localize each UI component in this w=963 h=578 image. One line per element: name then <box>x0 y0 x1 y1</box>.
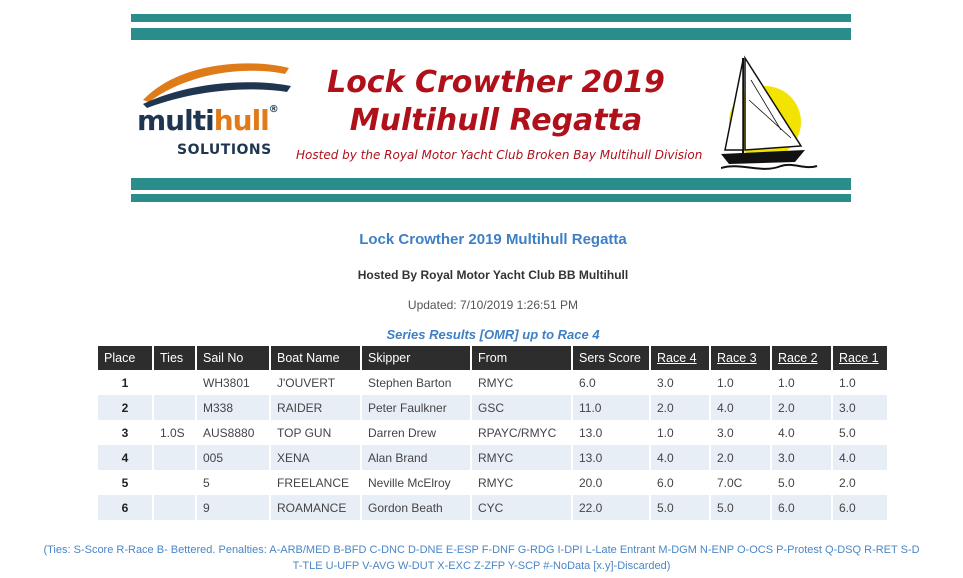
cell-sers-score: 6.0 <box>573 370 649 395</box>
cell-skipper: Peter Faulkner <box>362 395 470 420</box>
table-header-row <box>98 346 887 370</box>
cell-skipper: Gordon Beath <box>362 495 470 520</box>
hosted-by-text: Hosted By Royal Motor Yacht Club BB Multihull <box>357 268 629 282</box>
page-title: Lock Crowther 2019 Multihull Regatta <box>359 231 627 248</box>
column-header-skipper: Skipper <box>362 346 470 370</box>
cell-ties <box>154 395 195 420</box>
cell-race-3: 1.0 <box>711 370 770 395</box>
cell-race-2: 1.0 <box>772 370 831 395</box>
scoring-legend <box>0 542 963 574</box>
banner-title-line1: Lock Crowther 2019 <box>327 65 665 100</box>
table-row <box>98 370 887 395</box>
cell-place: 3 <box>98 420 152 445</box>
column-header-race-4[interactable]: Race 4 <box>651 346 709 370</box>
cell-place: 2 <box>98 395 152 420</box>
cell-sers-score: 22.0 <box>573 495 649 520</box>
cell-race-1: 2.0 <box>833 470 887 495</box>
cell-boat-name: J'OUVERT <box>271 370 360 395</box>
multihull-logo-subtitle: SOLUTIONS <box>177 142 272 158</box>
cell-race-1: 4.0 <box>833 445 887 470</box>
cell-skipper: Neville McElroy <box>362 470 470 495</box>
column-header-ties: Ties <box>154 346 195 370</box>
cell-from: RMYC <box>472 445 571 470</box>
column-header-boat-name: Boat Name <box>271 346 360 370</box>
cell-boat-name: XENA <box>271 445 360 470</box>
column-header-sers-score: Sers Score <box>573 346 649 370</box>
cell-race-4: 5.0 <box>651 495 709 520</box>
cell-sail-no: 5 <box>197 470 269 495</box>
cell-race-1: 1.0 <box>833 370 887 395</box>
cell-place: 5 <box>98 470 152 495</box>
cell-race-2: 3.0 <box>772 445 831 470</box>
cell-skipper: Darren Drew <box>362 420 470 445</box>
cell-race-4: 4.0 <box>651 445 709 470</box>
cell-race-4: 2.0 <box>651 395 709 420</box>
cell-race-3: 2.0 <box>711 445 770 470</box>
cell-ties <box>154 495 195 520</box>
cell-sail-no: AUS8880 <box>197 420 269 445</box>
cell-sail-no: 005 <box>197 445 269 470</box>
cell-from: RPAYC/RMYC <box>472 420 571 445</box>
cell-ties <box>154 445 195 470</box>
cell-from: CYC <box>472 495 571 520</box>
scoring-legend-line1: (Ties: S-Score R-Race B- Bettered. Penalties: A-ARB/MED B-BFD C-DNC D-DNE E-ESP F-DNF G-RDG I-DPI L-Late Entrant M-DGM N-ENP O-OCS P-Protest Q-DSQ R-RET S-D <box>43 544 920 556</box>
cell-ties <box>154 470 195 495</box>
cell-from: GSC <box>472 395 571 420</box>
cell-race-4: 3.0 <box>651 370 709 395</box>
cell-sail-no: M338 <box>197 395 269 420</box>
cell-place: 6 <box>98 495 152 520</box>
updated-timestamp: Updated: 7/10/2019 1:26:51 PM <box>407 298 579 312</box>
cell-boat-name: ROAMANCE <box>271 495 360 520</box>
cell-place: 1 <box>98 370 152 395</box>
scoring-legend-line2: T-TLE U-UFP V-AVG W-DUT X-EXC Z-ZFP Y-SCP #-NoData [x.y]-Discarded) <box>292 560 671 572</box>
cell-sail-no: 9 <box>197 495 269 520</box>
cell-sers-score: 13.0 <box>573 445 649 470</box>
cell-race-1: 6.0 <box>833 495 887 520</box>
cell-boat-name: FREELANCE <box>271 470 360 495</box>
banner-stripe-bottom-2 <box>131 194 851 202</box>
cell-ties <box>154 370 195 395</box>
column-header-sail-no: Sail No <box>197 346 269 370</box>
column-header-from: From <box>472 346 571 370</box>
cell-race-3: 4.0 <box>711 395 770 420</box>
sailboat-icon <box>721 50 821 180</box>
cell-boat-name: RAIDER <box>271 395 360 420</box>
cell-race-4: 1.0 <box>651 420 709 445</box>
column-header-race-1[interactable]: Race 1 <box>833 346 887 370</box>
cell-sail-no: WH3801 <box>197 370 269 395</box>
banner-stripe-top-2 <box>131 28 851 40</box>
cell-race-2: 6.0 <box>772 495 831 520</box>
cell-sers-score: 11.0 <box>573 395 649 420</box>
table-row <box>98 445 887 470</box>
cell-place: 4 <box>98 445 152 470</box>
cell-race-2: 5.0 <box>772 470 831 495</box>
regatta-banner <box>131 12 851 204</box>
cell-race-4: 6.0 <box>651 470 709 495</box>
cell-race-1: 5.0 <box>833 420 887 445</box>
table-row <box>98 470 887 495</box>
cell-from: RMYC <box>472 470 571 495</box>
cell-from: RMYC <box>472 370 571 395</box>
table-row <box>98 495 887 520</box>
table-row <box>98 395 887 420</box>
cell-race-3: 5.0 <box>711 495 770 520</box>
column-header-race-3[interactable]: Race 3 <box>711 346 770 370</box>
cell-skipper: Alan Brand <box>362 445 470 470</box>
cell-race-2: 2.0 <box>772 395 831 420</box>
multihull-swoosh-logo <box>139 52 299 112</box>
series-results-heading: Series Results [OMR] up to Race 4 <box>386 327 600 342</box>
table-row <box>98 420 887 445</box>
banner-subtitle: Hosted by the Royal Motor Yacht Club Broken Bay Multihull Division <box>296 148 703 162</box>
cell-race-3: 3.0 <box>711 420 770 445</box>
cell-sers-score: 13.0 <box>573 420 649 445</box>
banner-title <box>281 64 711 140</box>
column-header-race-2[interactable]: Race 2 <box>772 346 831 370</box>
cell-boat-name: TOP GUN <box>271 420 360 445</box>
cell-ties: 1.0S <box>154 420 195 445</box>
cell-race-2: 4.0 <box>772 420 831 445</box>
cell-skipper: Stephen Barton <box>362 370 470 395</box>
cell-race-1: 3.0 <box>833 395 887 420</box>
column-header-place: Place <box>98 346 152 370</box>
multihull-logo-text: multihull® <box>137 104 278 137</box>
banner-stripe-top-1 <box>131 14 851 22</box>
cell-sers-score: 20.0 <box>573 470 649 495</box>
banner-title-line2: Multihull Regatta <box>349 103 643 138</box>
series-results-table <box>96 346 889 520</box>
cell-race-3: 7.0C <box>711 470 770 495</box>
